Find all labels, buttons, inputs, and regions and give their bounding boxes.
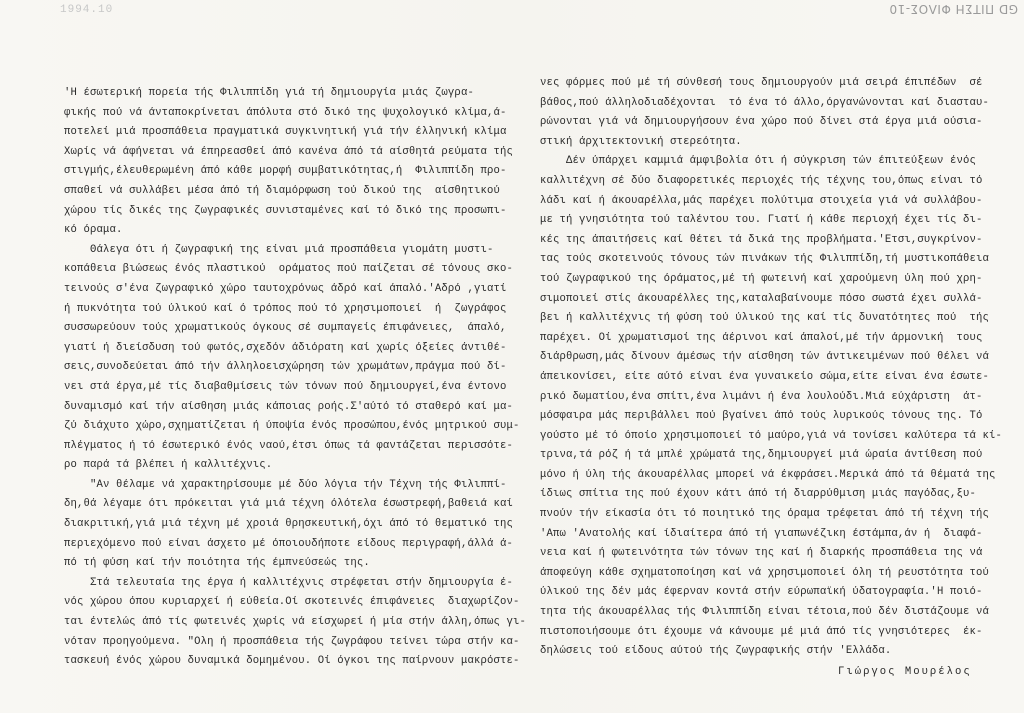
faint-stamp: 1994.10 xyxy=(60,4,114,16)
text-line: κές της άπαιτήσεις καί θέτει τά δικά της προβλήματα.'Ετσι,συγκρίνον- xyxy=(540,233,983,246)
text-line: σιμοποιεί στίς άκουαρέλλες της,καταλαβαίνουμε πόσο σωστά έχει συλλά- xyxy=(540,292,983,305)
text-line: λάδι καί ή άκουαρέλλα,μάς παρέχει πολύτιμα στοιχεία γιά νά συλλάβου- xyxy=(540,194,983,207)
text-line: Χωρίς νά άφήνεται νά έπηρεασθεί άπό κανένα άπό τά αίσθητά ρεύματα τής xyxy=(64,145,514,158)
text-line: ποτελεί μιά προσπάθεια πραγματικά συγκινητική γιά τήν έλληνική κλίμα xyxy=(64,126,507,139)
text-line: καλλιτέχνη σέ δύο διαφορετικές περιοχές τής τέχνης του,όπως είναι τό xyxy=(540,174,983,187)
text-line: σπαθεί νά συλλάβει μέσα άπό τή διαμόρφωση τού δικού της αίσθητικού xyxy=(64,184,500,197)
text-line: νει στά έργα,μέ τίς διαβαθμίσεις τών τόνων πού δημιουργεί,ένα έντονο xyxy=(64,380,507,393)
text-line: ύλικού της δέν μάς έφερναν κοντά στήν εύρωπαϊκή ύδατογραφία.'Η ποιό- xyxy=(540,586,983,599)
text-line: Θάλεγα ότι ή ζωγραφική της είναι μιά προσπάθεια γιομάτη μυστι- xyxy=(64,243,494,256)
text-line: φικής πού νά άνταποκρίνεται άπόλυτα στό δικό της ψυχολογικό κλίμα,ά- xyxy=(64,106,507,119)
text-line: περιεχόμενο πού είναι άσχετο μέ όποιουδήποτε είδους περιγραφή,άλλά ά- xyxy=(64,537,514,550)
text-line: πλέγματος ή τό έσωτερικό ένός ναού,έτσι όπως τά φαντάζεται περισσότε- xyxy=(64,439,514,452)
text-line: νόταν προηγούμενα. "Ολη ή προσπάθεια τής ζωγράφου τείνει τώρα στήν κα- xyxy=(64,635,520,648)
text-line: τητα τής άκουαρέλλας τής Φιλιππίδη είναι τέτοια,πού δέν διστάζουμε νά xyxy=(540,606,990,619)
text-line: ίδιως σπίτια της πού έχουν κάτι άπό τή διαρρύθμιση μιάς παγόδας,ξυ- xyxy=(540,488,976,501)
text-line: στιγμής,έλευθερωμένη άπό κάθε μορφή συμβατικότητας,ή Φιλιππίδη προ- xyxy=(64,165,507,178)
text-line: δυναμισμό καί τήν αίσθηση μιάς κάποιας ροής.Σ'αύτό τό σταθερό καί μα- xyxy=(64,400,514,413)
text-line: ζύ διάχυτο χώρο,σχηματίζεται ή ύποψία ένός προσώπου,ένός μητρικού συμ- xyxy=(64,420,520,433)
text-line: Δέν ύπάρχει καμμιά άμφιβολία ότι ή σύγκριση τών έπιτεύξεων ένός xyxy=(540,155,976,168)
text-line: 'Απω 'Ανατολής καί ίδιαίτερα άπό τή γιαπωνέζικη έστάμπα,άν ή διαφά- xyxy=(540,527,983,540)
text-line: τασκευή ένός χώρου δυναμικά δομημένου. Οί όγκοι της παίρνουν μακρόστε- xyxy=(64,655,520,668)
text-line: "Αν θέλαμε νά χαρακτηρίσουμε μέ δύο λόγια τήν Τέχνη τής Φιλιππί- xyxy=(64,478,507,491)
text-line: νεια καί ή φωτεινότητα τών τόνων της καί ή διαρκής προσπάθεια της νά xyxy=(540,547,983,560)
text-line: τού ζωγραφικού της όράματος,μέ τή φωτεινή καί χαρούμενη ύλη πού χρη- xyxy=(540,272,983,285)
text-line: άπεικονίσει, είτε αύτό είναι ένα γυναικείο σώμα,είτε είναι ένα έσωτε- xyxy=(540,370,990,383)
text-line: πό τή φύση καί τήν ποιότητα τής έμπνεύσεώς της. xyxy=(64,557,370,570)
text-line: πιστοποιήσουμε ότι έχουμε νά κάνουμε μέ μιά άπό τίς γνησιότερες έκ- xyxy=(540,625,983,638)
text-line: ρο παρά τά βλέπει ή καλλιτέχνις. xyxy=(64,459,273,472)
text-line: πνούν τήν είκασία ότι τό ποιητικό της όραμα τρέφεται άπό τή τέχνη τής xyxy=(540,508,990,521)
text-line: ρώνονται γιά νά δημιουργήσουν ένα χώρο πού δίνει στά έργα μιά ούσια- xyxy=(540,116,983,129)
text-line: δη,θά λέγαμε ότι πρόκειται γιά μιά τέχνη όλότελα έσωστρεφή,βαθειά καί xyxy=(64,498,514,511)
text-line: δηλώσεις τού είδους αύτού τής ζωγραφικής στήν 'Ελλάδα. xyxy=(540,645,892,658)
text-line: διάρθρωση,μάς δίνουν άμέσως τήν αίσθηση τών άντικειμένων πού θέλει νά xyxy=(540,351,990,364)
text-line: νες φόρμες πού μέ τή σύνθεσή τους δημιουργούν μιά σειρά έπιπέδων σέ xyxy=(540,77,983,89)
right-text-column xyxy=(540,74,1003,662)
text-line: 'Η έσωτερική πορεία τής Φιλιππίδη γιά τή δημιουργία μιάς ζωγρα- xyxy=(64,87,474,99)
text-line: διακριτική,γιά μιά τέχνη μέ χροιά θρησκευτική,όχι άπό τό θεματικό της xyxy=(64,518,514,531)
text-line: κό όραμα. xyxy=(64,224,123,237)
text-line: τρινα,τά ρόζ ή τά μπλέ χρώματά της,δημιουργεί μιά ώραία άντίθεση πού xyxy=(540,449,983,462)
left-text-column xyxy=(64,84,527,672)
text-line: σεις,συνοδεύεται άπό τήν άλληλοεισχώρηση τών χρωμάτων,πράγμα πού δί- xyxy=(64,361,507,374)
text-line: μόνο ή ύλη τής άκουαρέλλας μπορεί νά έκφράσει.Μερικά άπό τά θέματά της xyxy=(540,468,996,481)
archive-pencil-note: GD ΠΙΤΣΗ ΦΙΛΟΣ-10 xyxy=(889,2,1018,16)
text-line: γούστο μέ τό όποίο χρησιμοποιεί τό μαύρο,γιά νά τονίσει καλύτερα τά κί- xyxy=(540,429,1003,442)
text-line: ρικό δωματίου,ένα σπίτι,ένα λιμάνι ή ένα λουλούδι.Μιά εύχάριστη άτ- xyxy=(540,390,983,403)
text-line: χώρου τίς δικές της ζωγραφικές συνισταμένες καί τό δικό της προσωπι- xyxy=(64,204,507,217)
text-line: ή πυκνότητα τού ύλικού καί ό τρόπος πού τό χρησιμοποιεί ή ζωγράφος xyxy=(64,302,507,315)
text-line: Στά τελευταία της έργα ή καλλιτέχνις στρέφεται στήν δημιουργία έ- xyxy=(64,576,514,589)
text-line: τεινούς σ'ένα ζωγραφικό χώρο ταυτοχρόνως άδρό καί άπαλό.'Αδρό ,γιατί xyxy=(64,282,507,295)
text-line: κοπάθεια βιώσεως ένός πλαστικού οράματος πού παίζεται σέ τόνους σκο- xyxy=(64,263,514,276)
text-line: παρέχει. Οί χρωματισμοί της άέρινοι καί άπαλοί,μέ τήν άρμονική τους xyxy=(540,331,983,344)
text-line: βάθος,πού άλληλοδιαδέχονται τό ένα τό άλλο,όργανώνονται καί διασταυ- xyxy=(540,96,990,109)
text-line: άποφεύγη κάθε σχηματοποίηση καί νά χρησιμοποιεί όλη τή ρευστότητα τού xyxy=(540,566,990,579)
text-line: γιατί ή διείσδυση τού φωτός,σχεδόν άδιόρατη καί χωρίς όξείες άντιθέ- xyxy=(64,341,507,354)
text-line: μόσφαιρα μάς περιβάλλει πού βγαίνει άπό τούς λυρικούς τόνους της. Τό xyxy=(540,410,983,423)
text-line: βει ή καλλιτέχνις τή φύση τού ύλικού της καί τίς δυνατότητες πού τής xyxy=(540,312,990,325)
text-line: στική άρχιτεκτονική στερεότητα. xyxy=(540,135,742,148)
author-signature: Γιώργος Μουρέλος xyxy=(838,666,972,678)
text-line: ται έντελώς άπό τίς φωτεινές χωρίς νά είσχωρεί ή μία στήν άλλη,όπως γι- xyxy=(64,616,527,629)
text-line: τας τούς σκοτεινούς τόνους τών πινάκων τής Φιλιππίδη,τή μυστικοπάθεια xyxy=(540,253,990,266)
text-line: νός χώρου όπου κυριαρχεί ή εύθεία.Οί σκοτεινές έπιφάνειες διαχωρίζον- xyxy=(64,596,520,609)
text-line: με τή γνησιότητα τού ταλέντου του. Γιατί ή κάθε περιοχή έχει τίς δι- xyxy=(540,214,983,227)
text-line: συσσωρεύουν τούς χρωματικούς όγκους σέ συμπαγείς έπιφάνειες, άπαλό, xyxy=(64,322,507,335)
